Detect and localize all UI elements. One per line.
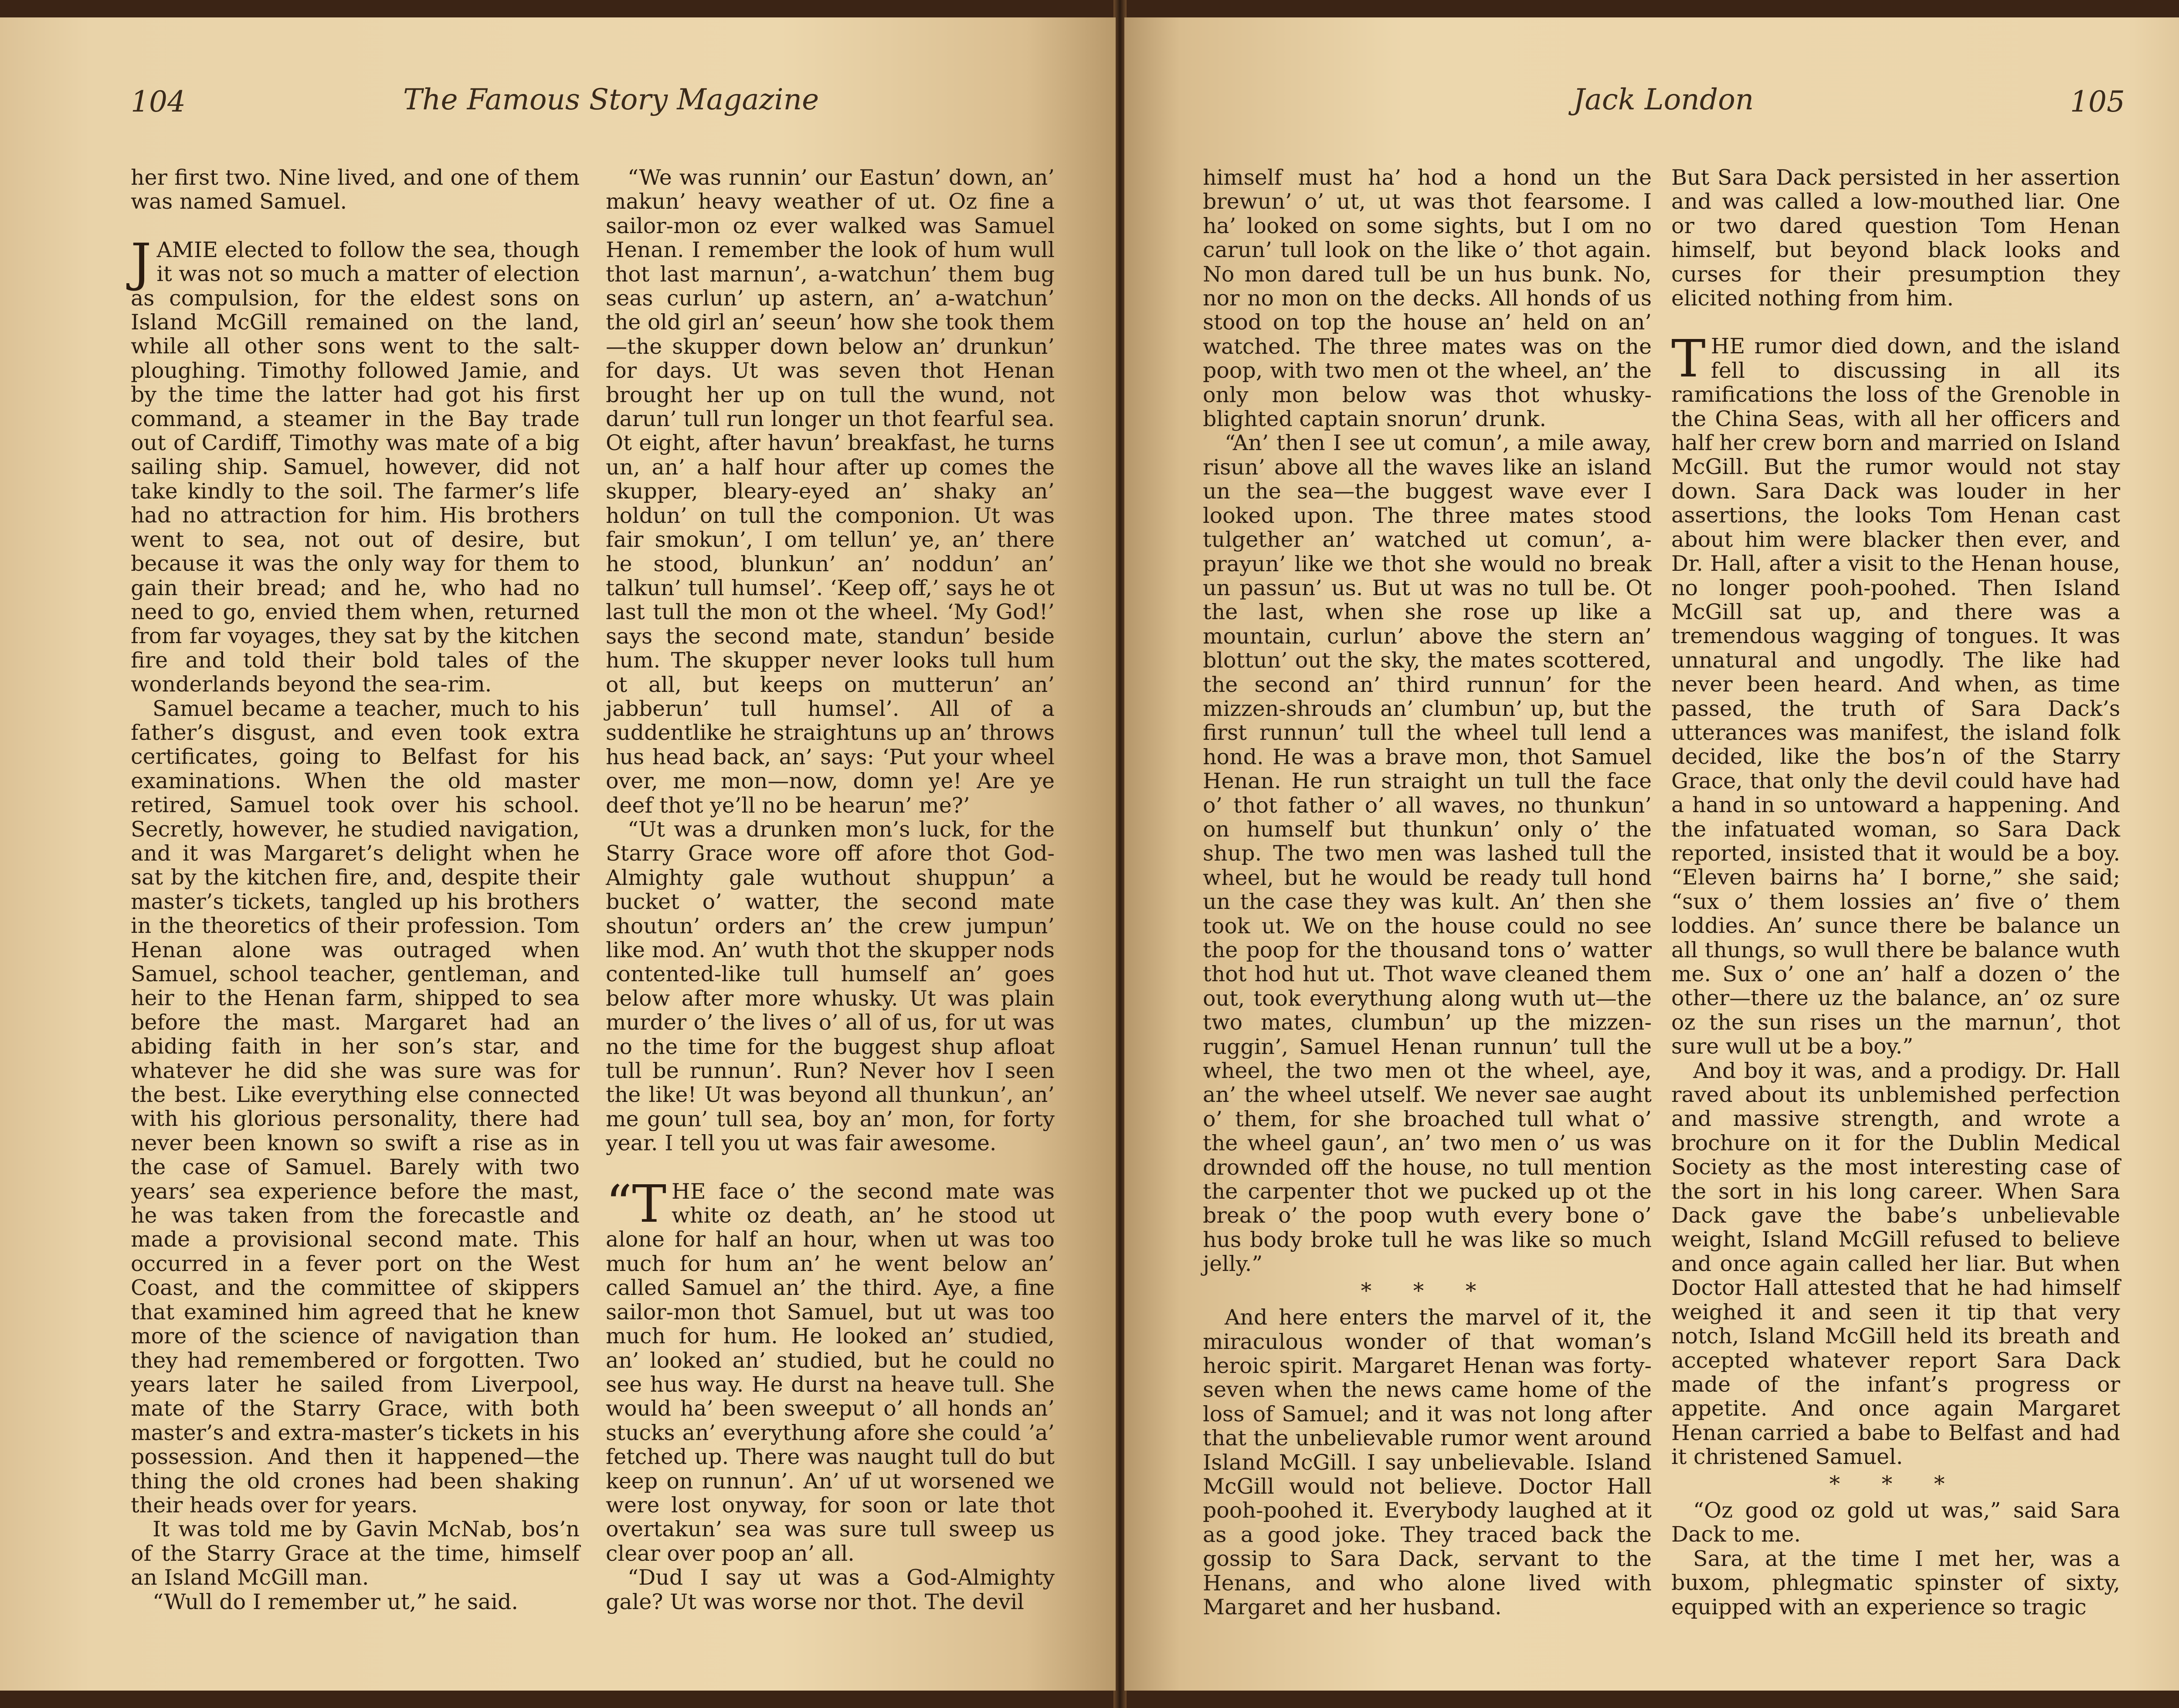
paragraph-text: HE rumor died down, and the island fell to discussing in all its ramifications the loss of the Grenoble in the China Seas, with all her officers and half her crew born and married on Island McGill. But the rumor would not stay down. Sara Dack was louder in her assertions, the looks Tom Henan cast about him were blacker then ever, and Dr. Hall, after a visit to the Henan house, no longer pooh-poohed. Then Island McGill sat up, and there was a tremendous wagging of tongues. It was unnatural and ungodly. The like had never been heard. And when, as time passed, the truth of Sara Dack’s utterances was manifest, the island folk decided, like the bos’n of the Starry Grace, that only the devil could have had a hand in so untoward a happening. And the infatuated woman, so Sara Dack reported, insisted that it would be a boy. “Eleven bairns ha’ I borne,” she said; “sux o’ them lossies an’ five o’ them loddies. An’ sunce there be balance un all thungs, so wull there be balance wuth me. Sux o’ one an’ half a dozen o’ the other—there uz the balance, an’ oz sure oz the sun rises un the marnun’, thot sure wull ut be a boy.” — [1671, 334, 2120, 1059]
page-number-right: 105 — [2070, 85, 2125, 119]
paragraph-dropcap — [606, 1173, 1055, 1566]
paragraph: And here enters the marvel of it, the miraculous wonder of that woman’s heroic spirit. Margaret Henan was forty-seven when the news came home of the loss of Samuel; and it was not long after that the unbelievable rumor went around Island McGill. I say unbelievable. Island McGill would not believe. Doctor Hall pooh-poohed it. Everybody laughed at it as a good joke. They traced back the gossip to Sara Dack, servant to the Henans, and who alone lived with Margaret and her husband. — [1203, 1305, 1652, 1620]
section-break-stars: * * * — [1361, 1278, 1494, 1303]
left-page-column-1 — [131, 166, 580, 1614]
paragraph: “We was runnin’ our Eastun’ down, an’ makun’ heavy weather of ut. Oz fine a sailor-mon oz ever walked was Samuel Henan. I remember the look of hum wull thot last marnun’, a-watchun’ them bug seas curlun’ up astern, an’ a-watchun’ the old girl an’ seeun’ how she took them—the skupper down below an’ drunkun’ for days. Ut was seven thot Henan brought her up on tull the wund, not darun’ tull run longer un thot fearful sea. Ot eight, after havun’ breakfast, he turns un, an’ a half hour after up comes the skupper, bleary-eyed an’ shaky an’ holdun’ on tull the componion. Ut was fair smokun’, I om tellun’ ye, an’ there he stood, blunkun’ an’ noddun’ an’ talkun’ tull humsel’. ‘Keep off,’ says he ot last tull the mon ot the wheel. ‘My God!’ says the second mate, standun’ beside hum. The skupper never looks tull hum ot all, but keeps on mutterun’ an’ jabberun’ tull humsel’. All of a suddentlike he straightuns up an’ throws hus head back, an’ says: ‘Put your wheel over, me mon—now, domn ye! Are ye deef thot ye’ll no be hearun’ me?’ — [606, 165, 1055, 818]
page-number-left: 104 — [131, 85, 186, 119]
right-page — [1124, 17, 2179, 1691]
right-page-column-1 — [1203, 166, 1652, 1619]
running-head-right: Jack London — [1573, 83, 1754, 116]
left-page — [0, 17, 1116, 1691]
right-page-column-2 — [1671, 166, 2120, 1619]
left-page-column-2 — [606, 166, 1055, 1614]
paragraph: “Oz good oz gold ut was,” said Sara Dack to me. — [1671, 1498, 2120, 1547]
running-head-left: The Famous Story Magazine — [403, 83, 819, 116]
paragraph: And boy it was, and a prodigy. Dr. Hall raved about its unblemished perfection and massive strength, and wrote a brochure on it for the Dublin Medical Society as the most interesting case of the sort in his long career. When Sara Dack gave the babe’s unbelievable weight, Island McGill refused to believe and once again called her liar. But when Doctor Hall attested that he had himself weighed it and seen it tip that very notch, Island McGill held its breath and accepted whatever report Sara Dack made of the infant’s progress or appetite. And once again Margaret Henan carried a babe to Belfast and had it christened Samuel. — [1671, 1058, 2120, 1470]
paragraph: her first two. Nine lived, and one of them was named Samuel. — [131, 165, 580, 214]
paragraph: “Wull do I remember ut,” he said. — [153, 1589, 518, 1614]
paragraph: “Ut was a drunken mon’s luck, for the Starry Grace wore off afore thot God-Almighty gale wuthout shuppun’ a bucket o’ watter, the second mate shoutun’ orders an’ the crew jumpun’ like mod. An’ wuth thot the skupper nods contented-like tull humself an’ goes below after more whusky. Ut was plain murder o’ the lives o’ all of us, for ut was no the time for the buggest shup afloat tull be runnun’. Run? Never hov I seen the like! Ut was beyond all thunkun’, an’ me goun’ tull sea, boy an’ mon, for forty year. I tell you ut was fair awesome. — [606, 817, 1055, 1156]
paragraph: Sara, at the time I met her, was a buxom, phlegmatic spinster of sixty, equipped with an experience so tragic — [1671, 1546, 2120, 1620]
paragraph-text: HE face o’ the second mate was white oz death, an’ he stood ut alone for half an hour, when ut was too much for hum an’ he went below an’ called Samuel an’ the third. Aye, a fine sailor-mon thot Samuel, but ut was too much for hum. He looked an’ studied, an’ looked an’ studied, but he could no see hus way. He durst na heave tull. She would ha’ been sweeput o’ all honds an’ stucks an’ everythung afore she could ’a’ fetched up. There was naught tull do but keep on runnun’. An’ uf ut worsened we were lost onyway, for soon or late thot overtakun’ sea was sure tull sweep us clear over poop an’ all. — [606, 1179, 1055, 1566]
drop-cap: J — [131, 232, 152, 292]
drop-cap: T — [1671, 329, 1706, 389]
paragraph-dropcap — [1671, 329, 2120, 1059]
section-break-stars: * * * — [1829, 1471, 1962, 1496]
paragraph: But Sara Dack persisted in her assertion and was called a low-mouthed liar. One or two dared question Tom Henan himself, but beyond black looks and curses for their presumption they elicited nothing from him. — [1671, 165, 2120, 311]
paragraph-dropcap — [131, 232, 580, 697]
paragraph: “Dud I say ut was a God-Almighty gale? Ut was worse nor thot. The devil — [606, 1565, 1055, 1614]
paragraph: himself must ha’ hod a hond un the brewun’ o’ ut, ut was thot fearsome. I ha’ looked on some sights, but I om no carun’ tull look on the like o’ thot again. No mon dared tull be un hus bunk. No, nor no mon on the decks. All honds of us stood on top the house an’ held on an’ watched. The three mates was on the poop, with two men ot the wheel, an’ the only mon below was thot whusky-blighted captain snorun’ drunk. — [1203, 165, 1652, 432]
paragraph-text: AMIE elected to follow the sea, though it was not so much a matter of election as compulsion, for the eldest sons on Island McGill remained on the land, while all other sons went to the salt-ploughing. Timothy followed Jamie, and by the time the latter had got his first command, a steamer in the Bay trade out of Cardiff, Timothy was mate of a big sailing ship. Samuel, however, did not take kindly to the soil. The farmer’s life had no attraction for him. His brothers went to sea, not out of desire, but because it was the only way for them to gain their bread; and he, who had no need to go, envied them when, returned from far voyages, they sat by the kitchen fire and told their bold tales of the wonderlands beyond the sea-rim. — [131, 237, 580, 697]
paragraph: Samuel became a teacher, much to his father’s disgust, and even took extra certificates, going to Belfast for his examinations. When the old master retired, Samuel took over his school. Secretly, however, he studied navigation, and it was Margaret’s delight when he sat by the kitchen fire, and, despite their master’s tickets, tangled up his brothers in the theoretics of their profession. Tom Henan alone was outraged when Samuel, school teacher, gentleman, and heir to the Henan farm, shipped to sea before the mast. Margaret had an abiding faith in her son’s star, and whatever he did she was sure was for the best. Like everything else connected with his glorious personality, there had never been known so swift a rise as in the case of Samuel. Barely with two years’ sea experience before the mast, he was taken from the forecastle and made a provisional second mate. This occurred in a fever port on the West Coast, and the committee of skippers that examined him agreed that he knew more of the science of navigation than they had remembered or forgotten. Two years later he sailed from Liverpool, mate of the Starry Grace, with both master’s and extra-master’s tickets in his possession. And then it happened—the thing the old crones had been shaking their heads over for years. — [131, 696, 580, 1518]
paragraph: “An’ then I see ut comun’, a mile away, risun’ above all the waves like an island un the sea—the buggest wave ever I looked upon. The three mates stood tulgether an’ watched ut comun’, a-prayun’ like we thot she would no break un passun’ us. But ut was no tull be. Ot the last, when she rose up like a mountain, curlun’ above the stern an’ blottun’ out the sky, the mates scottered, the second an’ third runnun’ for the mizzen-shrouds an’ clumbun’ up, but the first runnun’ tull the wheel tull lend a hond. He was a brave mon, thot Samuel Henan. He run straight un tull the face o’ thot father o’ all waves, no thunkun’ on humself but thunkun’ only o’ the shup. The two men was lashed tull the wheel, but he would be ready tull hond un the case they was kult. An’ then she took ut. We on the house could no see the poop for the thousand tons o’ watter thot hod hut ut. Thot wave cleaned them out, took everythung along wuth ut—the two mates, clumbun’ up the mizzen-ruggin’, Samuel Henan runnun’ tull the wheel, the two men ot the wheel, aye, an’ the wheel utself. We never sae aught o’ them, for she broached tull what o’ the wheel gaun’, an’ two men o’ us was drownded off the house, no tull mention the carpenter thot we pucked up ot the break o’ the poop wuth every bone o’ hus body broke tull he was like so much jelly.” — [1203, 430, 1652, 1277]
paragraph: It was told me by Gavin McNab, bos’n of the Starry Grace at the time, himself an Island McGill man. — [131, 1517, 580, 1590]
drop-cap: “T — [606, 1173, 667, 1234]
